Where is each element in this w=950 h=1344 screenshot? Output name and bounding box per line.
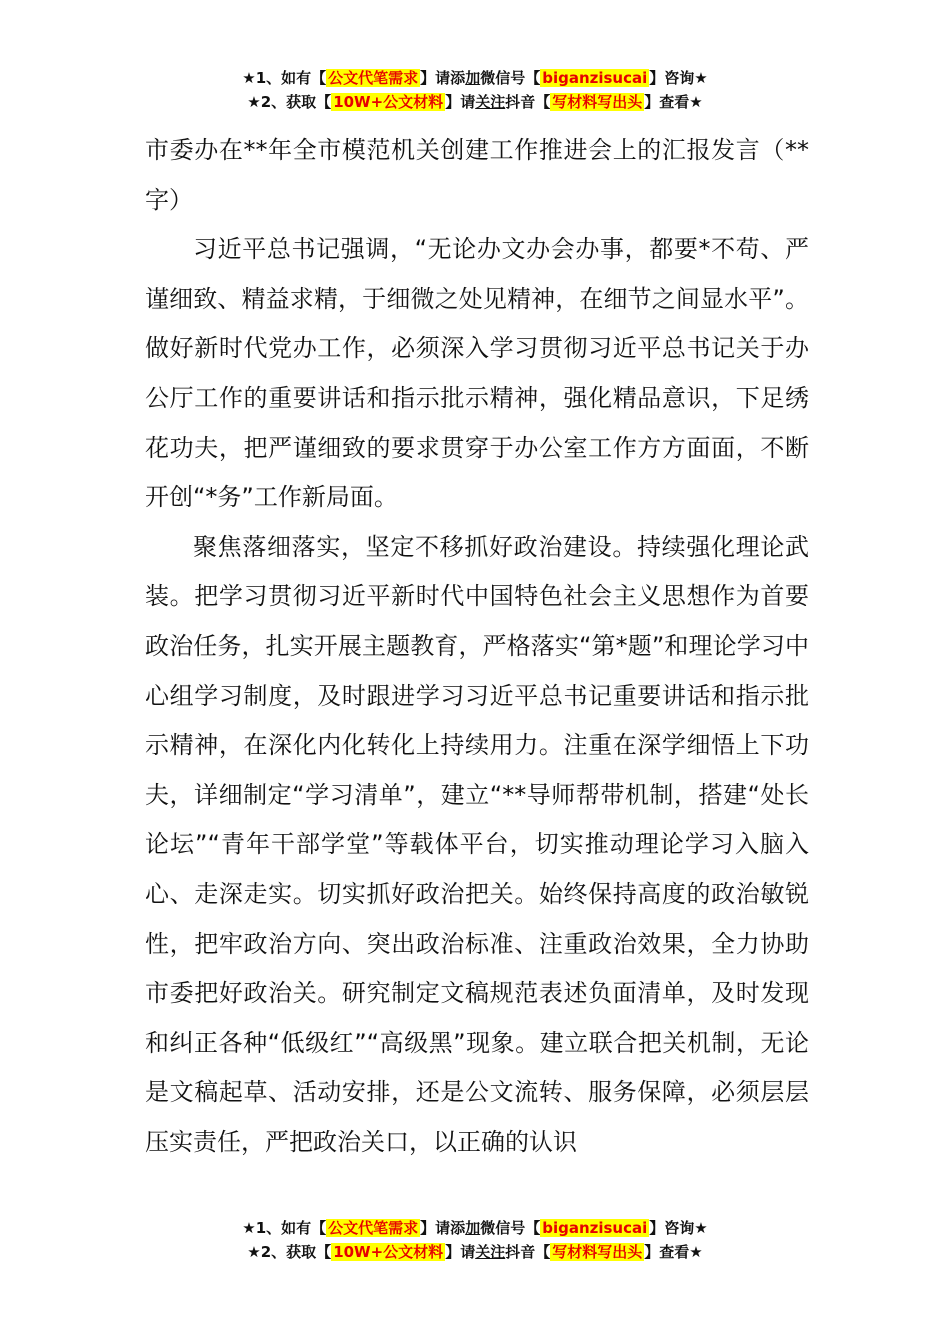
paragraph: 习近平总书记强调，“无论办文办会办事，都要*不苟、严谨细致、精益求精，于细微之处见精神，在细节之间显水平”。做好新时代党办工作，必须深入学习贯彻习近平总书记关于办公厅工作的重要讲话和指示批示精神，强化精品意识，下足绣花功夫，把严谨细致的要求贯穿于办公室工作方方面面，不断开创“*务”工作新局面。 [145, 235, 809, 512]
banner-underline-text: 关注 [475, 1243, 506, 1261]
material-highlight: 10W+公文材料 [333, 93, 444, 111]
douyin-highlight: 写材料写出头 [552, 93, 643, 111]
banner-text: 抖音【 [505, 1243, 551, 1261]
paragraph: 聚焦落细落实，坚定不移抓好政治建设。持续强化理论武装。把学习贯彻习近平新时代中国特色社会主义思想作为首要政治任务，扎实开展主题教育，严格落实“第*题”和理论学习中心组学习制度，及时跟进学习习近平总书记重要讲话和指示批示精神，在深化内化转化上持续用力。注重在深学细悟上下功夫，详细制定“学习清单”，建立“**导师帮带机制，搭建“处长论坛”“青年干部学堂”等载体平台，切实推动理论学习入脑入心、走深走实。切实抓好政治把关。始终保持高度的政治敏锐性，把牢政治方向、突出政治标准、注重政治效果，全力协助市委把好政治关。研究制定文稿规范表述负面清单，及时发现和纠正各种“低级红”“高级黑”现象。建立联合把关机制，无论是文稿起草、活动安排，还是公文流转、服务保障，必须层层压实责任，严把政治关口，以正确的认识 [145, 532, 809, 1156]
bottom-banner [0, 1216, 950, 1264]
banner-text: 】请添 [420, 1219, 466, 1237]
banner-text: 】请 [445, 1243, 476, 1261]
banner-line-1 [0, 66, 950, 90]
banner-line-2 [0, 1240, 950, 1264]
document-title: 市委办在**年全市模范机关创建工作推进会上的汇报发言（**字） [145, 136, 809, 214]
banner-text: ★1、如有【 [242, 1219, 327, 1237]
banner-text: ★2、获取【 [247, 1243, 332, 1261]
banner-underline-text: 加 [465, 69, 481, 87]
banner-line-1 [0, 1216, 950, 1240]
service-highlight: 公文代笔需求 [328, 69, 419, 87]
banner-text: 】请添 [420, 69, 466, 87]
banner-text: 抖音【 [505, 93, 551, 111]
banner-underline-text: 加 [465, 1219, 481, 1237]
banner-underline-text: 关注 [475, 93, 506, 111]
wechat-id-highlight: biganzisucai [542, 1219, 648, 1237]
banner-text: ★1、如有【 [242, 69, 327, 87]
banner-text: 】请 [445, 93, 476, 111]
banner-text: 微信号【 [480, 1219, 541, 1237]
banner-text: ★2、获取【 [247, 93, 332, 111]
douyin-highlight: 写材料写出头 [552, 1243, 643, 1261]
banner-text: 】查看★ [644, 1243, 703, 1261]
banner-text: 】咨询★ [649, 69, 708, 87]
material-highlight: 10W+公文材料 [333, 1243, 444, 1261]
top-banner [0, 66, 950, 114]
banner-text: 微信号【 [480, 69, 541, 87]
banner-text: 】咨询★ [649, 1219, 708, 1237]
wechat-id-highlight: biganzisucai [542, 69, 648, 87]
document-body [145, 126, 809, 1167]
service-highlight: 公文代笔需求 [328, 1219, 419, 1237]
banner-line-2 [0, 90, 950, 114]
banner-text: 】查看★ [644, 93, 703, 111]
